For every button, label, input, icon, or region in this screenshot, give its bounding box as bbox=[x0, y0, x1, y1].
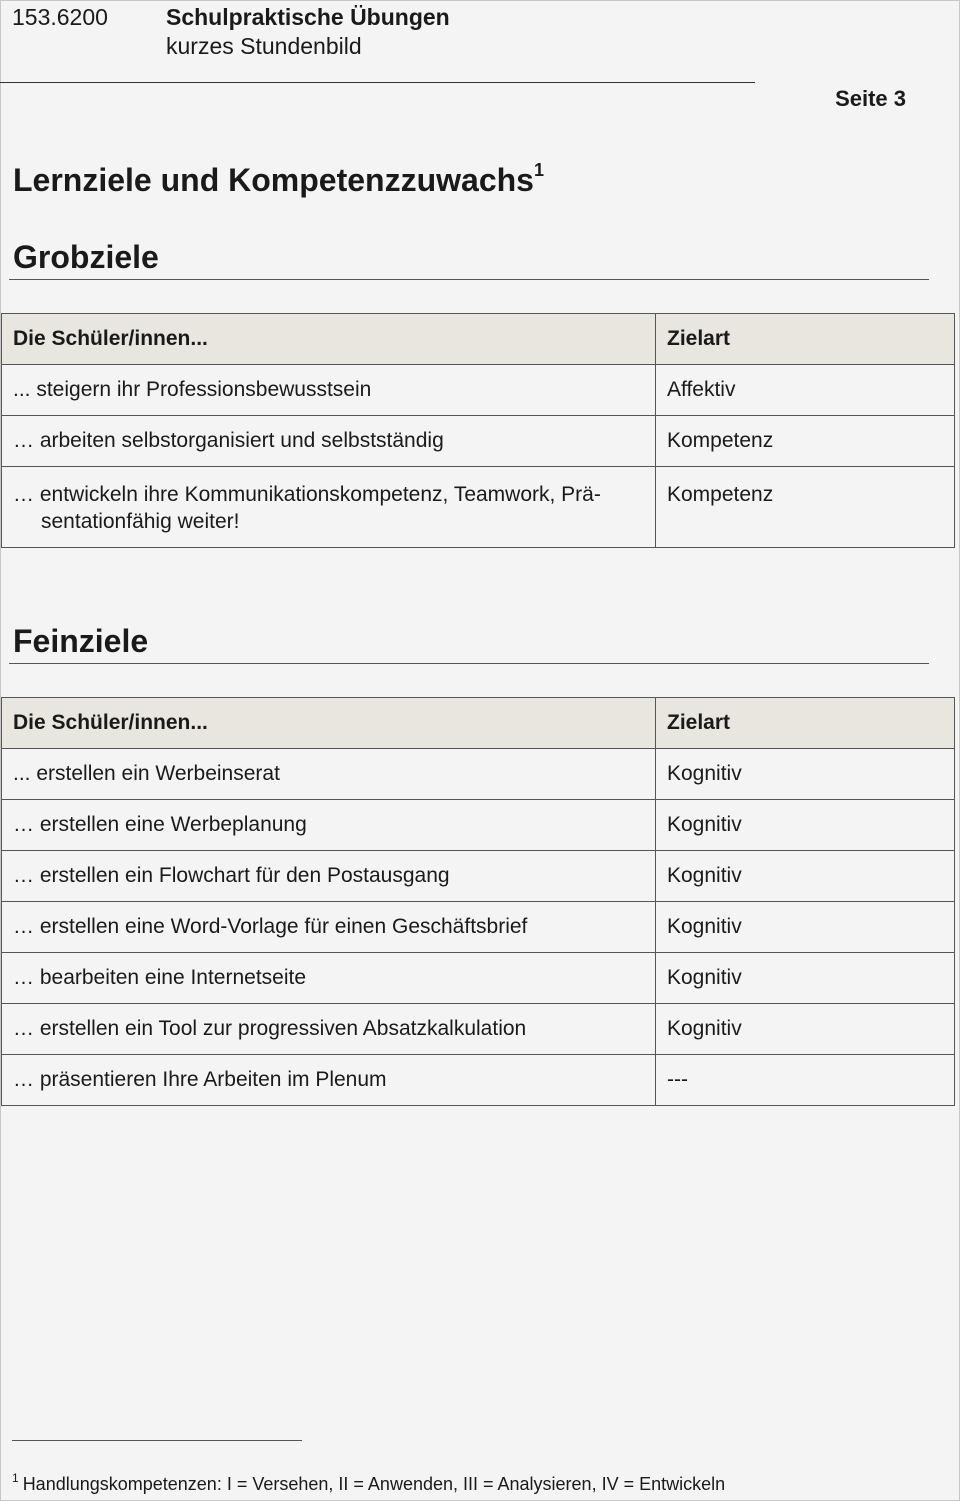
goal-cell: … bearbeiten eine Internetseite bbox=[2, 953, 656, 1004]
column-header-type: Zielart bbox=[656, 314, 955, 365]
table-row bbox=[2, 416, 955, 467]
goal-cell: … erstellen eine Word-Vorlage für einen Geschäftsbrief bbox=[2, 902, 656, 953]
table-row bbox=[2, 953, 955, 1004]
header-divider bbox=[0, 82, 755, 83]
column-header-type: Zielart bbox=[656, 698, 955, 749]
footnote-reference[interactable]: 1 bbox=[533, 160, 544, 180]
section-heading-feinziele: Feinziele bbox=[13, 623, 149, 659]
table-header-row bbox=[2, 314, 955, 365]
footnote-text: Handlungskompetenzen: I = Versehen, II = Anwenden, III = Analysieren, IV = Entwickeln bbox=[22, 1474, 726, 1494]
section-heading-grobziele: Grobziele bbox=[13, 239, 159, 275]
table-row bbox=[2, 1055, 955, 1106]
page-title bbox=[13, 162, 544, 199]
goal-type-cell: Kognitiv bbox=[656, 749, 955, 800]
table-row bbox=[2, 365, 955, 416]
goal-cell bbox=[2, 467, 656, 548]
goal-cell: … präsentieren Ihre Arbeiten im Plenum bbox=[2, 1055, 656, 1106]
goal-type-cell: Kompetenz bbox=[656, 416, 955, 467]
table-row bbox=[2, 800, 955, 851]
goal-cell: … erstellen ein Tool zur progressiven Absatzkalkulation bbox=[2, 1004, 656, 1055]
column-header-subject: Die Schüler/innen... bbox=[2, 314, 656, 365]
goal-type-cell: Kognitiv bbox=[656, 902, 955, 953]
goal-type-cell: Kompetenz bbox=[656, 467, 955, 548]
page-number: Seite 3 bbox=[835, 86, 906, 111]
goal-type-cell: Kognitiv bbox=[656, 953, 955, 1004]
goal-cell: ... steigern ihr Professionsbewusstsein bbox=[2, 365, 656, 416]
table-row bbox=[2, 467, 955, 548]
table-row bbox=[2, 749, 955, 800]
goal-type-cell: Kognitiv bbox=[656, 800, 955, 851]
table-row bbox=[2, 902, 955, 953]
table-row bbox=[2, 1004, 955, 1055]
document-subtitle: kurzes Stundenbild bbox=[166, 33, 362, 59]
section-divider-grobziele bbox=[9, 279, 929, 280]
goal-type-cell: --- bbox=[656, 1055, 955, 1106]
goal-type-cell: Kognitiv bbox=[656, 851, 955, 902]
footnote-divider bbox=[12, 1440, 302, 1441]
footnote-number: 1 bbox=[12, 1471, 19, 1485]
document-title: Schulpraktische Übungen bbox=[166, 4, 450, 30]
goal-text: … entwickeln ihre Kommunikationskompetenz, Teamwork, Prä-sentationfähig weiter! bbox=[13, 483, 601, 533]
course-code: 153.6200 bbox=[12, 4, 108, 30]
table-row bbox=[2, 851, 955, 902]
goal-type-cell: Kognitiv bbox=[656, 1004, 955, 1055]
grobziele-table bbox=[1, 313, 955, 548]
page-title-text: Lernziele und Kompetenzzuwachs bbox=[13, 162, 534, 198]
table-header-row bbox=[2, 698, 955, 749]
section-divider-feinziele bbox=[9, 663, 929, 664]
footnote bbox=[12, 1471, 726, 1495]
column-header-subject: Die Schüler/innen... bbox=[2, 698, 656, 749]
goal-cell: … erstellen ein Flowchart für den Postausgang bbox=[2, 851, 656, 902]
feinziele-table bbox=[1, 697, 955, 1106]
goal-cell: … erstellen eine Werbeplanung bbox=[2, 800, 656, 851]
goal-cell: … arbeiten selbstorganisiert und selbstständig bbox=[2, 416, 656, 467]
goal-cell: ... erstellen ein Werbeinserat bbox=[2, 749, 656, 800]
goal-type-cell: Affektiv bbox=[656, 365, 955, 416]
